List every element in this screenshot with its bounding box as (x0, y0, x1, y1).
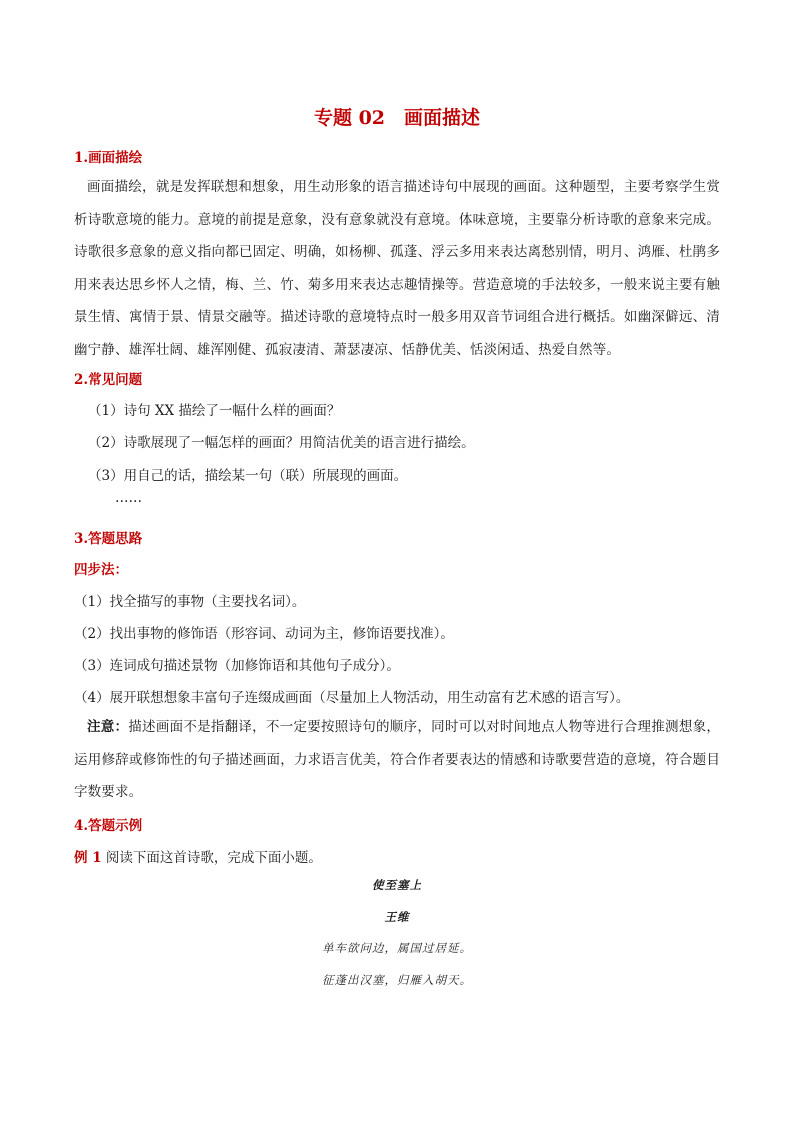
note-label: 注意： (87, 719, 129, 735)
example-line (74, 846, 322, 866)
example-label: 例 1 (74, 850, 102, 866)
poem-line-1: 单车欲问边，属国过居延。 (322, 941, 472, 955)
question-item-3: （3）用自己的话，描绘某一句（联）所展现的画面。 (88, 468, 408, 484)
question-item-2: （2）诗歌展现了一幅怎样的画面？用简洁优美的语言进行描绘。 (88, 435, 475, 451)
note-paragraph (74, 711, 720, 809)
step-4: （4）展开联想想象丰富句子连缀成画面（尽量加上人物活动，用生动富有艺术感的语言写）。 (74, 690, 630, 706)
section-2-heading: 2.常见问题 (74, 372, 143, 388)
four-steps-heading: 四步法： (74, 562, 128, 578)
section-4-heading: 4.答题示例 (74, 818, 143, 834)
note-text: 描述画面不是指翻译，不一定要按照诗句的顺序，同时可以对时间地点人物等进行合理推测想象，运用修辞或修饰性的句子描述画面，力求语言优美，符合作者要表达的情感和诗歌要营造的意境，符合题目字数要求。 (74, 719, 720, 800)
section-1-heading: 1.画面描绘 (74, 150, 143, 166)
example-text: 阅读下面这首诗歌，完成下面小题。 (101, 850, 322, 866)
question-ellipsis: …… (115, 490, 142, 506)
poem-author: 王维 (384, 910, 410, 924)
question-item-1: （1）诗句 XX 描绘了一幅什么样的画面？ (88, 403, 341, 419)
step-2: （2）找出事物的修饰语（形容词、动词为主，修饰语要找准）。 (74, 626, 454, 642)
step-3: （3）连词成句描述景物（加修饰语和其他句子成分）。 (74, 658, 400, 674)
step-1: （1）找全描写的事物（主要找名词）。 (74, 594, 306, 610)
poem-title: 使至塞上 (372, 878, 422, 892)
poem-line-2: 征蓬出汉塞，归雁入胡天。 (322, 973, 472, 987)
section-1-body: 画面描绘，就是发挥联想和想象，用生动形象的语言描述诗句中展现的画面。这种题型，主要考察学生赏析诗歌意境的能力。意境的前提是意象，没有意象就没有意境。体味意境，主要靠分析诗歌的意象来完成。诗歌很多意象的意义指向都已固定、明确，如杨柳、孤蓬、浮云多用来表达离愁别情，明月、鸿雁、杜鹃多用来表达思乡怀人之情，梅、兰、竹、菊多用来表达志趣情操等。营造意境的手法较多，一般来说主要有触景生情、寓情于景、情景交融等。描述诗歌的意境特点时一般多用双音节词组合进行概括。如幽深僻远、清幽宁静、雄浑壮阔、雄浑刚健、孤寂凄清、萧瑟凄凉、恬静优美、恬淡闲适、热爱自然等。 (74, 179, 720, 358)
section-3-heading: 3.答题思路 (74, 531, 143, 547)
page-title: 专题 02 画面描述 (313, 107, 481, 129)
